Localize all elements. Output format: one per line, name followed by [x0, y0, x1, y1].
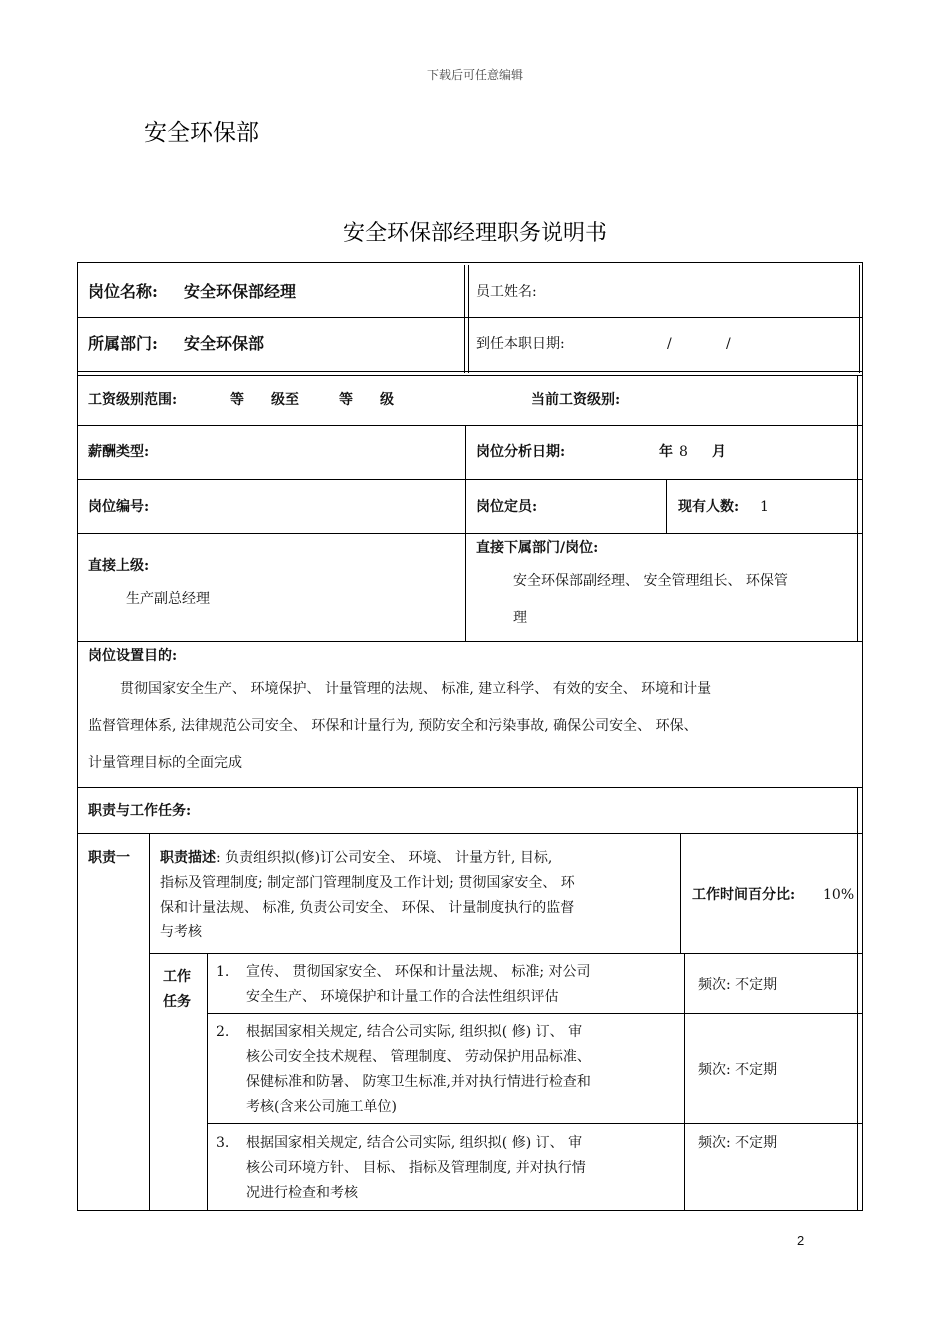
salary-range-label: 工资级别范围: — [88, 392, 178, 408]
subordinate-label: 直接下属部门/岗位: — [476, 540, 599, 556]
row-divider — [77, 833, 863, 834]
duty-description-text: 指标及管理制度; 制定部门管理制度及工作计划; 贯彻国家安全、 环 — [160, 875, 575, 891]
task-text: 况进行检查和考核 — [246, 1185, 358, 1201]
position-name-label: 岗位名称: — [88, 282, 158, 301]
column-divider — [859, 265, 860, 373]
task-text: 核公司环境方针、 目标、 指标及管理制度, 并对执行情 — [246, 1160, 586, 1176]
row-divider — [77, 479, 863, 480]
analysis-date-value: 年 — [659, 444, 673, 460]
task-text: 安全生产、 环境保护和计量工作的合法性组织评估 — [246, 989, 559, 1005]
appointment-date-slash: / — [726, 336, 731, 352]
salary-range-text: 级至 — [271, 392, 299, 408]
column-divider — [465, 425, 466, 641]
employee-name-label: 员工姓名: — [476, 284, 537, 300]
row-divider — [77, 371, 863, 372]
row-divider — [149, 953, 863, 954]
page-number: 2 — [797, 1233, 805, 1248]
current-count-label: 现有人数: — [678, 499, 740, 515]
task-frequency: 频次: 不定期 — [698, 1135, 778, 1151]
document-title: 安全环保部经理职务说明书 — [342, 221, 607, 246]
column-divider — [207, 953, 208, 1211]
column-divider — [464, 265, 465, 373]
time-percent-label: 工作时间百分比: — [692, 887, 796, 903]
time-percent-value: 10% — [823, 887, 855, 903]
task-number: 3. — [216, 1135, 230, 1151]
tasks-label: 工作 — [163, 969, 191, 985]
row-divider — [77, 533, 863, 534]
department-label: 所属部门: — [88, 334, 158, 353]
duty-description-text: : 负责组织拟(修)订公司安全、 环境、 计量方针, 目标, — [216, 850, 553, 866]
task-text: 根据国家相关规定, 结合公司实际, 组织拟( 修) 订、 审 — [246, 1024, 583, 1040]
task-frequency: 频次: 不定期 — [698, 1062, 778, 1078]
task-text: 保健标准和防暑、 防寒卫生标准,并对执行情进行检查和 — [246, 1074, 591, 1090]
duties-section-label: 职责与工作任务: — [88, 803, 192, 819]
appointment-date-slash: / — [667, 336, 672, 352]
column-divider — [680, 833, 681, 953]
subordinate-value: 理 — [513, 610, 527, 626]
purpose-label: 岗位设置目的: — [88, 648, 178, 664]
column-divider — [666, 479, 667, 533]
row-divider — [77, 375, 863, 376]
current-count-value: 1 — [760, 499, 769, 515]
duty-description-label: 职责描述 — [160, 850, 216, 866]
analysis-date-value: 8 — [679, 444, 688, 460]
salary-range-text: 级 — [380, 392, 394, 408]
task-text: 核公司安全技术规程、 管理制度、 劳动保护用品标准、 — [246, 1049, 591, 1065]
analysis-date-value: 月 — [712, 444, 726, 460]
row-divider — [77, 641, 863, 642]
purpose-text: 监督管理体系, 法律规范公司安全、 环保和计量行为, 预防安全和污染事故, 确保公司安全、 环保、 — [88, 718, 698, 734]
row-divider — [207, 1013, 863, 1014]
task-text: 根据国家相关规定, 结合公司实际, 组织拟( 修) 订、 审 — [246, 1135, 583, 1151]
superior-value: 生产副总经理 — [126, 591, 210, 607]
column-divider — [468, 265, 469, 373]
duty-description-text: 保和计量法规、 标准, 负责公司安全、 环保、 计量制度执行的监督 — [160, 900, 575, 916]
subordinate-value: 安全环保部副经理、 安全管理组长、 环保管 — [513, 573, 788, 589]
purpose-text: 贯彻国家安全生产、 环境保护、 计量管理的法规、 标准, 建立科学、 有效的安全、 环境和计量 — [120, 681, 712, 697]
header-note: 下载后可任意编辑 — [426, 68, 523, 82]
department-heading: 安全环保部 — [144, 120, 259, 146]
analysis-date-label: 岗位分析日期: — [476, 444, 566, 460]
department-value: 安全环保部 — [184, 334, 265, 353]
task-number: 2. — [216, 1024, 230, 1040]
salary-range-text: 等 — [230, 392, 244, 408]
purpose-text: 计量管理目标的全面完成 — [88, 755, 242, 771]
position-name-value: 安全环保部经理 — [184, 282, 297, 301]
tasks-label: 任务 — [163, 994, 191, 1010]
row-divider — [77, 787, 863, 788]
row-divider — [77, 425, 863, 426]
task-text: 宣传、 贯彻国家安全、 环保和计量法规、 标准; 对公司 — [246, 964, 591, 980]
row-divider — [207, 1123, 863, 1124]
salary-range-text: 等 — [339, 392, 353, 408]
duty-description — [160, 848, 552, 868]
duty-description-text: 与考核 — [160, 924, 202, 940]
task-frequency: 频次: 不定期 — [698, 977, 778, 993]
column-divider — [857, 787, 858, 1211]
task-number: 1. — [216, 964, 230, 980]
position-code-label: 岗位编号: — [88, 499, 150, 515]
current-salary-label: 当前工资级别: — [531, 392, 621, 408]
column-divider — [857, 375, 858, 641]
column-divider — [684, 953, 685, 1211]
task-text: 考核(含来公司施工单位) — [246, 1099, 397, 1115]
superior-label: 直接上级: — [88, 558, 150, 574]
headcount-label: 岗位定员: — [476, 499, 538, 515]
appointment-date-label: 到任本职日期: — [476, 336, 565, 352]
pay-type-label: 薪酬类型: — [88, 444, 150, 460]
row-divider — [77, 317, 863, 318]
duty-1-label: 职责一 — [88, 850, 130, 866]
column-divider — [149, 833, 150, 1211]
